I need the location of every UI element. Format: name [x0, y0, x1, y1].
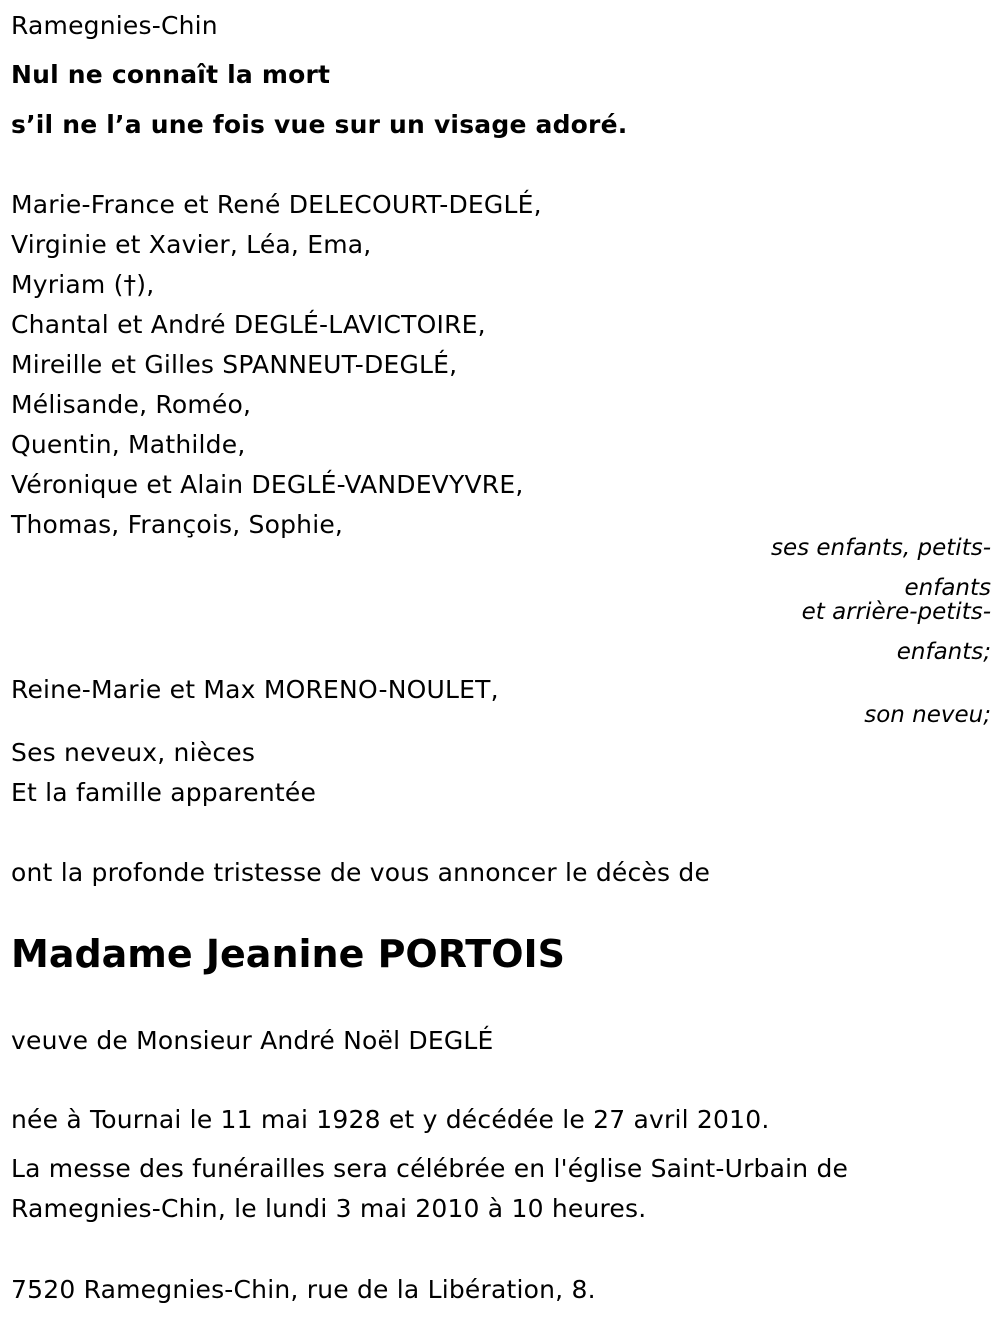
location-heading: Ramegnies-Chin: [11, 11, 218, 40]
widow-of-line: veuve de Monsieur André Noël DEGLÉ: [11, 1026, 494, 1055]
family-line: Virginie et Xavier, Léa, Ema,: [11, 230, 372, 259]
relation-children-line: enfants: [904, 575, 991, 601]
family-line: Véronique et Alain DEGLÉ-VANDEVYVRE,: [11, 470, 524, 499]
address-line: 7520 Ramegnies-Chin, rue de la Libération, 8.: [11, 1275, 596, 1304]
family-line: Marie-France et René DELECOURT-DEGLÉ,: [11, 190, 542, 219]
family-line: Mireille et Gilles SPANNEUT-DEGLÉ,: [11, 350, 458, 379]
other-relatives-line: Et la famille apparentée: [11, 778, 317, 807]
announcement-intro: ont la profonde tristesse de vous annoncer le décès de: [11, 858, 711, 887]
relation-nephew: son neveu;: [864, 702, 991, 728]
quote-line-2: s’il ne l’a une fois vue sur un visage adoré.: [11, 110, 628, 139]
family-line: Mélisande, Roméo,: [11, 390, 252, 419]
funeral-mass-line-1: La messe des funérailles sera célébrée en l'église Saint-Urbain de: [11, 1154, 849, 1183]
quote-line-1: Nul ne connaît la mort: [11, 60, 331, 89]
family-line: Myriam (†),: [11, 270, 155, 299]
birth-death-line: née à Tournai le 11 mai 1928 et y décédée le 27 avril 2010.: [11, 1105, 770, 1134]
relation-children-line: et arrière-petits-: [801, 599, 991, 625]
family-line: Thomas, François, Sophie,: [11, 510, 344, 539]
nephew-line: Reine-Marie et Max MORENO-NOULET,: [11, 675, 499, 704]
family-line: Chantal et André DEGLÉ-LAVICTOIRE,: [11, 310, 486, 339]
relation-children-line: enfants;: [896, 639, 991, 665]
other-relatives-line: Ses neveux, nièces: [11, 738, 256, 767]
family-line: Quentin, Mathilde,: [11, 430, 246, 459]
funeral-mass-line-2: Ramegnies-Chin, le lundi 3 mai 2010 à 10 heures.: [11, 1194, 647, 1223]
deceased-name: Madame Jeanine PORTOIS: [11, 932, 566, 976]
relation-children-line: ses enfants, petits-: [770, 535, 991, 561]
